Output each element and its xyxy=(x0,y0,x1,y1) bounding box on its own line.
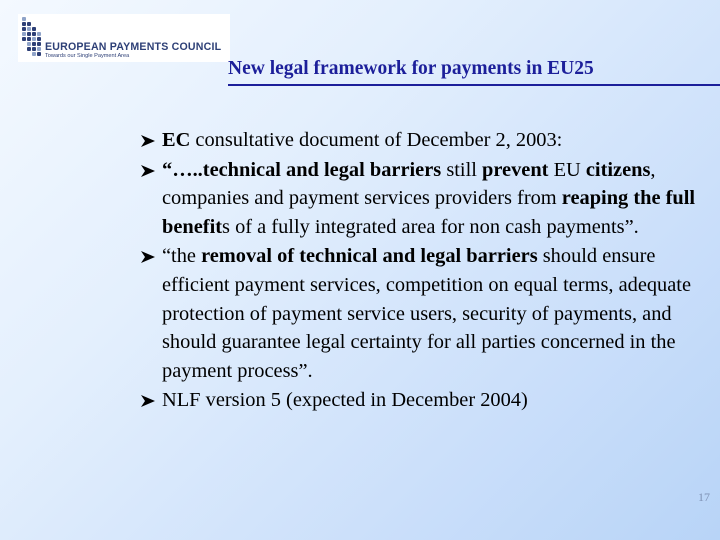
logo-grid-square xyxy=(37,32,41,36)
logo-grid-square xyxy=(32,27,36,31)
arrowhead-bullet-icon xyxy=(140,164,156,178)
logo-grid-square xyxy=(37,42,41,46)
arrowhead-bullet-icon xyxy=(140,250,156,264)
bullet-item xyxy=(140,156,710,242)
logo-grid-square xyxy=(27,27,31,31)
logo-grid-square xyxy=(37,22,41,26)
bullet-text-run: should ensure efficient payment services, competition on equal terms, adequate protection of payment service users, security of payments, and should guarantee legal certainty for all parties concerned in the payment process”. xyxy=(162,245,692,382)
bullet-text xyxy=(162,129,562,151)
logo-grid-square xyxy=(32,37,36,41)
logo-grid-square xyxy=(32,17,36,21)
arrowhead-bullet-icon xyxy=(140,134,156,148)
logo-grid-square xyxy=(32,47,36,51)
page-number: 17 xyxy=(698,490,710,504)
logo-grid-square xyxy=(27,47,31,51)
logo-grid-square xyxy=(22,37,26,41)
arrowhead-bullet-icon xyxy=(140,394,156,408)
logo-grid-square xyxy=(22,27,26,31)
epc-logo-mark xyxy=(22,17,40,59)
epc-logo-grid xyxy=(22,17,41,56)
bullet-text-run: , companies and payment services providers from xyxy=(162,158,656,210)
logo-grid-square xyxy=(22,22,26,26)
logo-grid-square xyxy=(37,47,41,51)
bullet-text-bold-run: “…..technical and legal barriers xyxy=(162,158,442,181)
logo-grid-square xyxy=(27,52,31,56)
bullet-text-bold-run: citizens xyxy=(585,158,651,181)
logo-grid-square xyxy=(27,37,31,41)
bullet-text xyxy=(162,389,528,411)
logo-grid-square xyxy=(22,52,26,56)
bullet-text xyxy=(162,159,695,238)
bullet-text-run: “the xyxy=(162,245,202,268)
logo-grid-square xyxy=(22,17,26,21)
logo-tagline: Towards our Single Payment Area xyxy=(45,53,130,59)
logo-grid-square xyxy=(27,32,31,36)
bullet-text-bold-run: prevent xyxy=(482,158,549,181)
bullet-text-run: consultative document of December 2, 2003: xyxy=(190,129,563,151)
bullet-text-run: NLF version 5 (expected in December 2004) xyxy=(162,389,528,412)
logo-grid-square xyxy=(22,42,26,46)
logo-grid-square xyxy=(32,32,36,36)
bullet-text-bold-run: EC xyxy=(162,129,191,151)
bullet-item xyxy=(140,386,710,415)
logo-name: EUROPEAN PAYMENTS COUNCIL xyxy=(45,41,222,53)
logo-grid-square xyxy=(32,22,36,26)
bullet-text xyxy=(162,245,691,381)
bullet-text-run: s of a fully integrated area for non cash payments”. xyxy=(222,215,639,238)
slide-title: New legal framework for payments in EU25 xyxy=(228,58,594,79)
logo-grid-square xyxy=(37,17,41,21)
bullet-text-run: EU xyxy=(548,158,586,181)
logo-grid-square xyxy=(27,22,31,26)
bullet-list xyxy=(140,126,710,416)
bullet-item xyxy=(140,242,710,385)
bullet-text-run: still xyxy=(441,158,483,181)
title-underline xyxy=(228,84,720,86)
logo-grid-square xyxy=(27,42,31,46)
bullet-text-bold-run: removal of technical and legal barriers xyxy=(201,245,538,268)
logo-grid-square xyxy=(37,52,41,56)
logo-grid-square xyxy=(32,52,36,56)
logo-grid-square xyxy=(32,42,36,46)
epc-logo xyxy=(18,14,230,62)
logo-grid-square xyxy=(37,27,41,31)
bullet-text-bold-run: reaping the full benefit xyxy=(162,187,696,238)
logo-grid-square xyxy=(22,32,26,36)
logo-grid-square xyxy=(37,37,41,41)
logo-grid-square xyxy=(27,17,31,21)
logo-grid-square xyxy=(22,47,26,51)
bullet-item xyxy=(140,126,710,155)
